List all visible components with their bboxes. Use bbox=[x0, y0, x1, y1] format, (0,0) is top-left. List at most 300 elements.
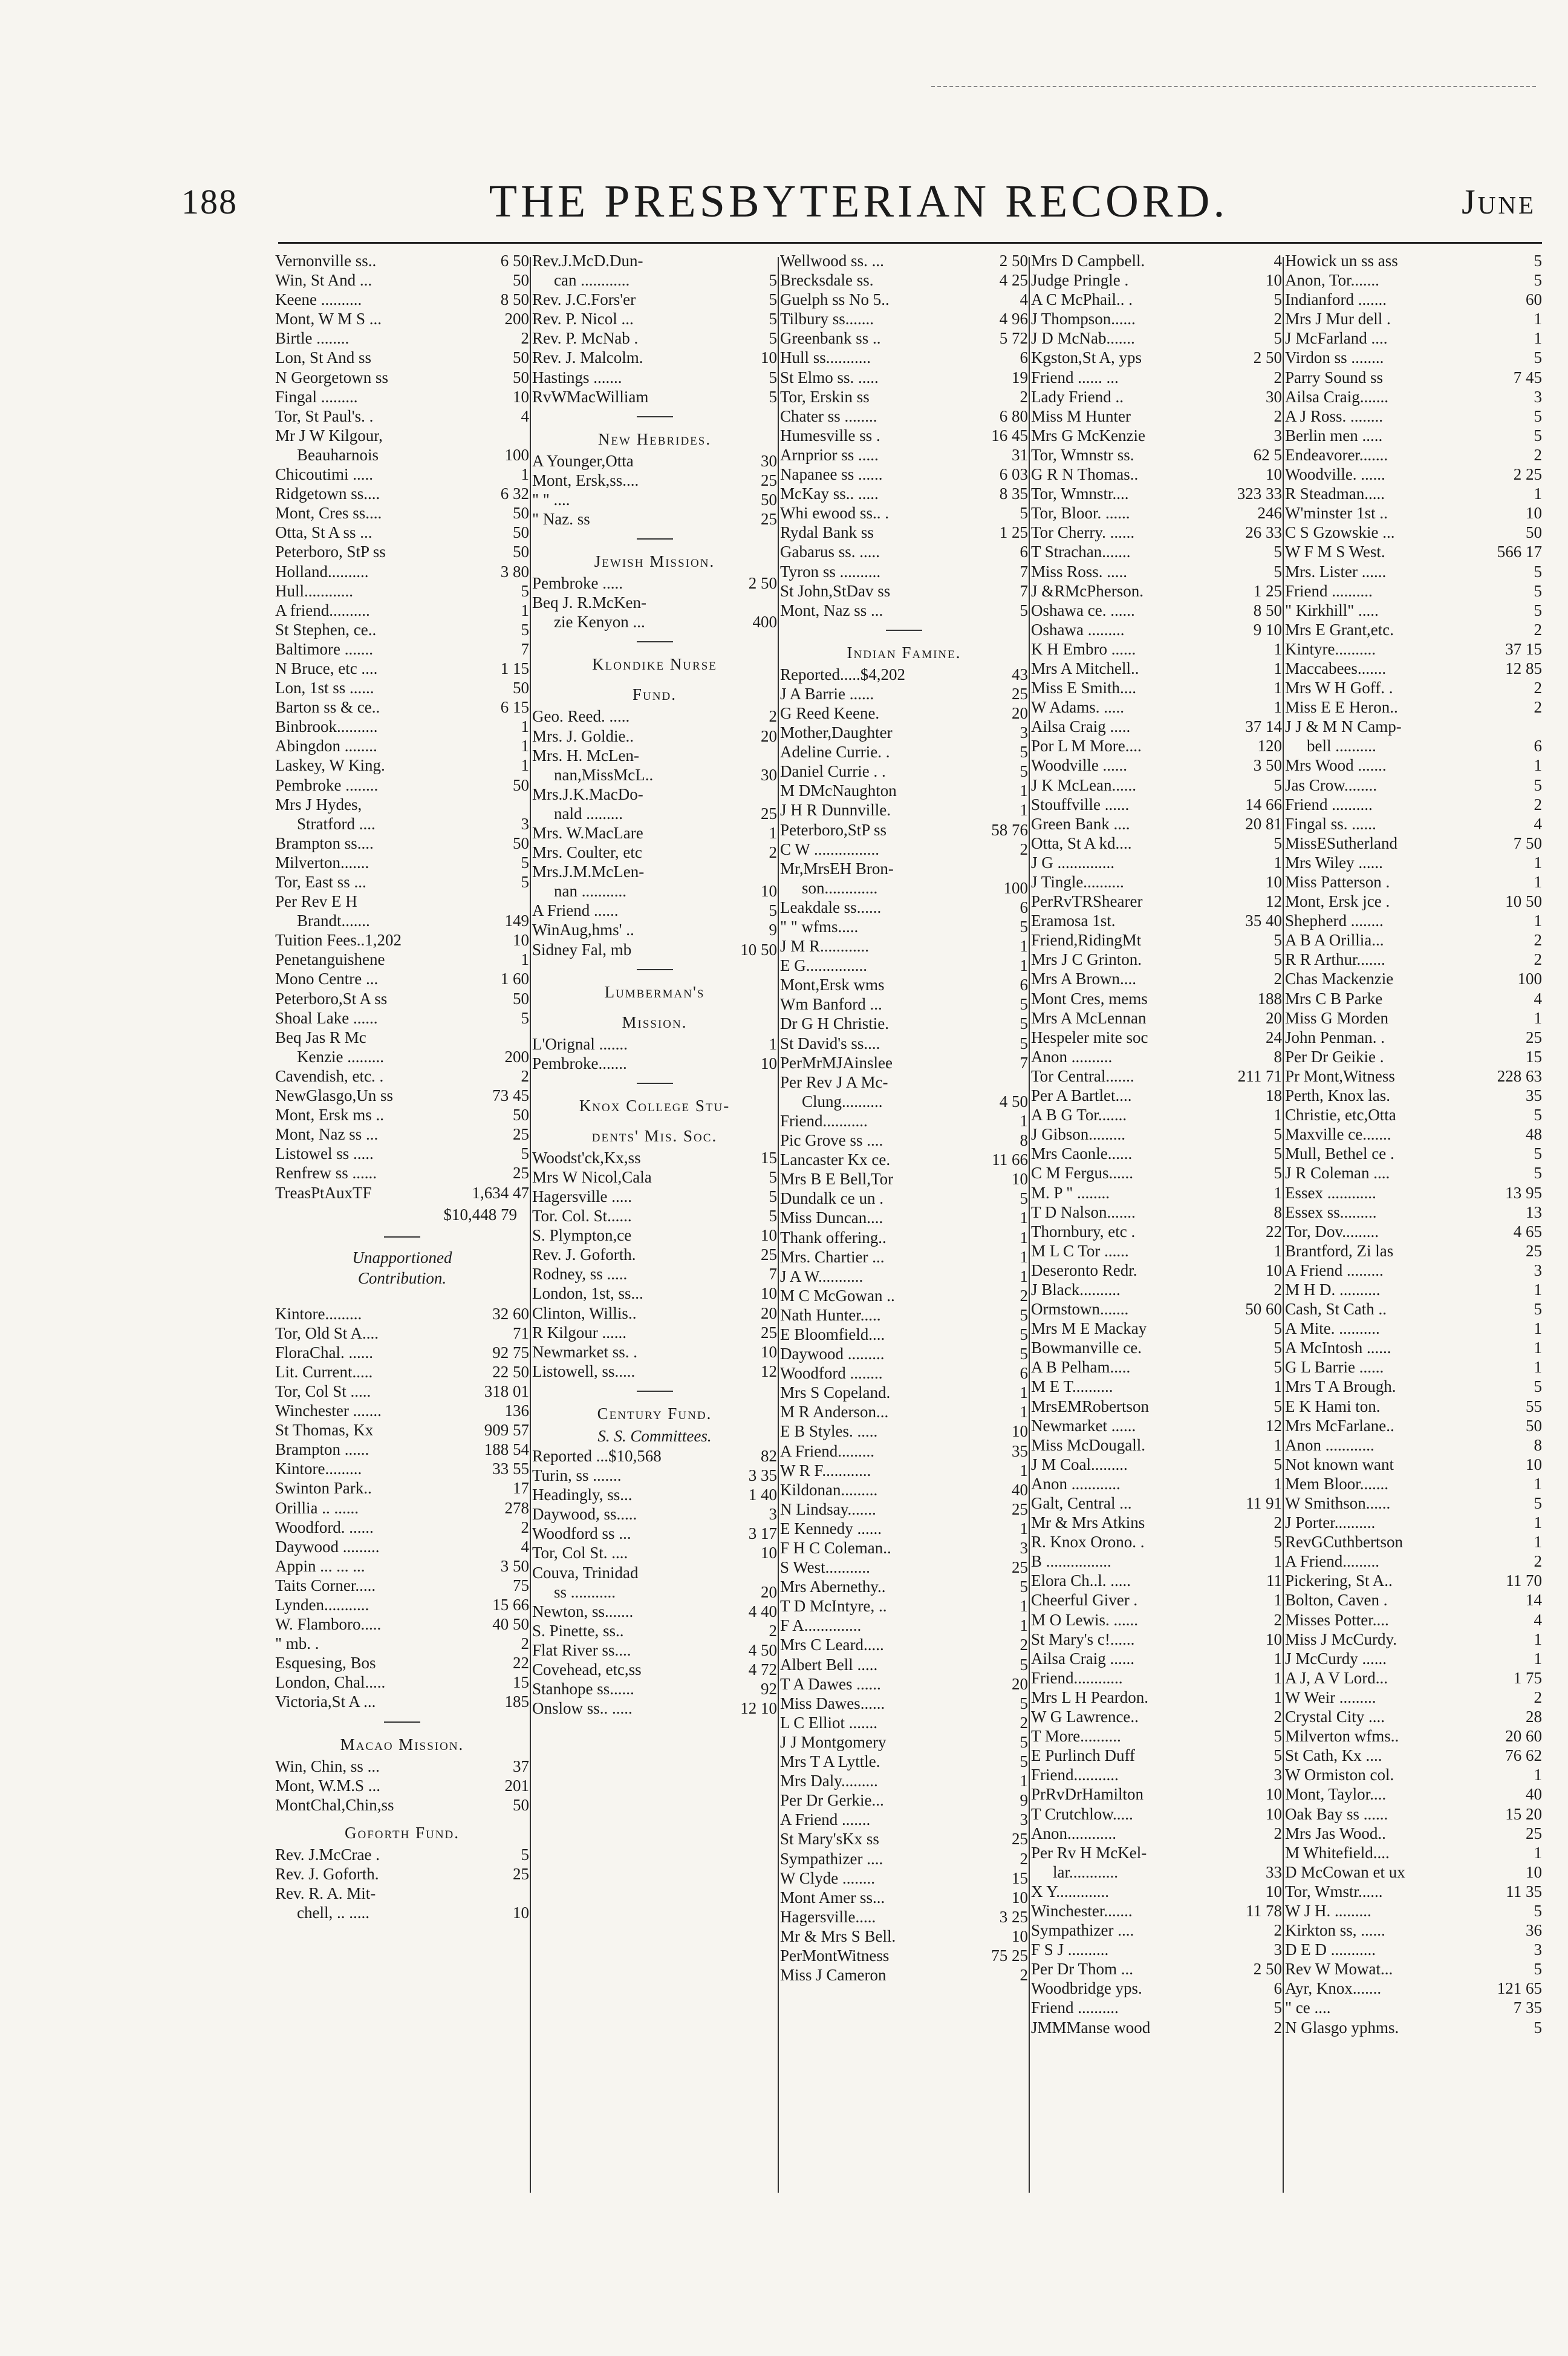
list-item bbox=[780, 1228, 1028, 1247]
contributor-name: Tor, East ss ... bbox=[275, 873, 366, 891]
contributor-name: Napanee ss ...... bbox=[780, 465, 883, 484]
contributor-name: " " wfms..... bbox=[780, 918, 859, 936]
list-item bbox=[1285, 1901, 1542, 1920]
contributor-name: Mrs Jas Wood.. bbox=[1285, 1824, 1386, 1842]
contributor-name: Judge Pringle . bbox=[1031, 271, 1129, 290]
list-item bbox=[1031, 1688, 1282, 1707]
list-item bbox=[275, 368, 529, 387]
contribution-amount: 82 bbox=[761, 1446, 777, 1465]
contribution-amount: 55 bbox=[1526, 1397, 1542, 1415]
contributor-name: J McFarland .... bbox=[1285, 329, 1388, 348]
contribution-amount: 10 bbox=[1012, 1888, 1028, 1907]
contributor-name: Turin, ss ....... bbox=[532, 1466, 622, 1485]
contribution-amount: 10 bbox=[761, 1284, 777, 1303]
contributor-name: J M Coal......... bbox=[1031, 1455, 1128, 1473]
contribution-amount bbox=[527, 1884, 529, 1903]
contribution-amount: 5 bbox=[1534, 1164, 1542, 1183]
list-item bbox=[780, 917, 1028, 936]
list-item bbox=[275, 1478, 529, 1498]
section-heading-indian-famine: Indian Famine. bbox=[847, 643, 961, 662]
list-item bbox=[1285, 1455, 1542, 1474]
contribution-amount: 2 bbox=[521, 1634, 529, 1653]
contributor-name: Woodford ss ... bbox=[532, 1524, 631, 1543]
list-item bbox=[275, 1634, 529, 1653]
contribution-amount: 1 bbox=[1534, 485, 1542, 503]
contribution-amount: 1 bbox=[1274, 659, 1282, 677]
contribution-amount: 3 bbox=[521, 814, 529, 833]
contributor-name: Milverton wfms.. bbox=[1285, 1727, 1399, 1746]
column-4 bbox=[1031, 251, 1282, 2199]
list-item bbox=[1031, 1901, 1282, 1920]
contribution-amount: 60 bbox=[1526, 290, 1542, 309]
contribution-amount: 7 bbox=[1020, 562, 1028, 581]
list-item bbox=[532, 1446, 777, 1466]
list-item bbox=[275, 601, 529, 620]
contribution-amount: 5 bbox=[1020, 1014, 1028, 1033]
contributor-name: Rev. J. Goforth. bbox=[275, 1864, 379, 1883]
contributor-name: Mont Amer ss... bbox=[780, 1888, 885, 1907]
contributor-name: Woodbridge yps. bbox=[1031, 1979, 1142, 1998]
contribution-amount: 1,634 47 bbox=[472, 1183, 529, 1202]
list-item bbox=[1031, 1261, 1282, 1280]
contributor-name: Tor, Col St ..... bbox=[275, 1382, 371, 1400]
contributor-name: W Smithson...... bbox=[1285, 1494, 1391, 1512]
contributor-name: Miss Dawes...... bbox=[780, 1694, 885, 1712]
contribution-amount: 6 bbox=[1020, 543, 1028, 561]
contributor-name: Mrs Wood ....... bbox=[1285, 756, 1387, 775]
list-item bbox=[1031, 1435, 1282, 1455]
list-item bbox=[1031, 736, 1282, 755]
contributor-name: St Elmo ss. ..... bbox=[780, 368, 879, 387]
contributor-name: Oak Bay ss ...... bbox=[1285, 1804, 1388, 1823]
contribution-amount: 71 bbox=[513, 1323, 529, 1342]
contribution-amount: 5 bbox=[1534, 581, 1542, 600]
contributor-name: Miss E Smith.... bbox=[1031, 679, 1137, 697]
list-item bbox=[532, 1485, 777, 1504]
list-item bbox=[532, 573, 777, 593]
contributor-name: G Reed Keene. bbox=[780, 703, 880, 722]
list-item bbox=[780, 1538, 1028, 1558]
contribution-amount: 5 bbox=[1534, 1377, 1542, 1396]
contribution-amount: 19 bbox=[1012, 368, 1028, 387]
contributor-name: J D McNab....... bbox=[1031, 329, 1135, 348]
contribution-amount: 10 bbox=[1266, 873, 1282, 891]
contributor-name: Clung.......... bbox=[802, 1092, 883, 1111]
contribution-amount: 4 bbox=[1534, 989, 1542, 1008]
contribution-amount: 7 45 bbox=[1513, 368, 1542, 387]
contributor-name: Mono Centre ... bbox=[275, 970, 379, 988]
contribution-amount: 5 bbox=[1020, 601, 1028, 619]
list-item bbox=[275, 1008, 529, 1028]
list-item bbox=[1285, 251, 1542, 270]
list-item bbox=[780, 684, 1028, 703]
list-item bbox=[1285, 1202, 1542, 1222]
contribution-amount: 1 bbox=[521, 737, 529, 755]
contribution-amount: 2 bbox=[521, 1066, 529, 1085]
list-item bbox=[780, 562, 1028, 581]
contributor-name: Miss G Morden bbox=[1285, 1008, 1389, 1027]
contributor-name: Howick un ss ass bbox=[1285, 252, 1398, 270]
list-item bbox=[780, 1131, 1028, 1150]
contribution-amount bbox=[775, 862, 777, 881]
contributor-name: R Steadman..... bbox=[1285, 485, 1385, 503]
contributor-name: Berlin men ..... bbox=[1285, 426, 1383, 445]
list-item bbox=[1285, 1163, 1542, 1183]
contribution-amount: 1 bbox=[1534, 756, 1542, 775]
list-item bbox=[532, 593, 777, 612]
section-heading-unapportioned: Unapportioned bbox=[352, 1248, 452, 1267]
contribution-list bbox=[532, 706, 777, 959]
contributor-name: R. Knox Orono. . bbox=[1031, 1533, 1145, 1552]
list-item bbox=[1031, 1377, 1282, 1396]
contributor-name: Chas Mackenzie bbox=[1285, 970, 1394, 988]
list-item bbox=[275, 503, 529, 523]
contribution-amount: 9 bbox=[1020, 1791, 1028, 1810]
contribution-amount: 75 bbox=[513, 1576, 529, 1594]
list-item bbox=[1285, 1105, 1542, 1124]
contribution-amount: 4 50 bbox=[748, 1640, 777, 1659]
contributor-name: Ayr, Knox....... bbox=[1285, 1979, 1382, 1998]
contribution-amount: 5 bbox=[1534, 562, 1542, 581]
list-item bbox=[780, 878, 1028, 898]
contributor-name: Deseronto Redr. bbox=[1031, 1261, 1137, 1279]
contributor-name: Albert Bell ..... bbox=[780, 1655, 878, 1674]
contributor-name: M O Lewis. ...... bbox=[1031, 1610, 1138, 1629]
section-subheading: Fund. bbox=[633, 685, 677, 704]
contributor-name: Dr G H Christie. bbox=[780, 1014, 889, 1033]
contributor-name: Rev. P. McNab . bbox=[532, 329, 639, 348]
contribution-amount: 35 bbox=[1526, 1086, 1542, 1105]
contribution-amount: 2 bbox=[1020, 1636, 1028, 1654]
contributor-name: N Bruce, etc .... bbox=[275, 659, 378, 677]
contribution-amount: 50 bbox=[513, 989, 529, 1008]
list-item bbox=[1031, 1163, 1282, 1183]
contributor-name: Thornbury, etc . bbox=[1031, 1222, 1136, 1241]
contributor-name: St Cath, Kx .... bbox=[1285, 1746, 1382, 1765]
contribution-amount bbox=[1026, 1072, 1028, 1092]
list-item bbox=[275, 853, 529, 872]
contributor-name: Mull, Bethel ce . bbox=[1285, 1144, 1394, 1163]
contribution-amount: 5 bbox=[1534, 1960, 1542, 1979]
contribution-amount: 3 bbox=[1534, 387, 1542, 406]
contributor-name: Chicoutimi ..... bbox=[275, 465, 373, 484]
section-heading-goforth: Goforth Fund. bbox=[344, 1823, 460, 1842]
contributor-name: Mont, Cres ss.... bbox=[275, 504, 382, 523]
contributor-name: Chater ss ........ bbox=[780, 406, 877, 425]
contributor-name: J G .............. bbox=[1031, 853, 1115, 872]
list-item bbox=[1031, 1765, 1282, 1784]
contributor-name: Newton, ss....... bbox=[532, 1602, 634, 1620]
section-total: $10,448 79 bbox=[443, 1205, 517, 1224]
contribution-amount: 2 bbox=[1534, 1688, 1542, 1706]
list-item bbox=[532, 1054, 777, 1073]
list-item bbox=[532, 251, 777, 270]
contribution-amount: 2 bbox=[1534, 950, 1542, 969]
list-item bbox=[1031, 1028, 1282, 1047]
contributor-name: Daniel Currie . . bbox=[780, 762, 886, 781]
column-3 bbox=[780, 251, 1028, 2199]
list-item bbox=[532, 1245, 777, 1264]
contributor-name: Reported ...$10,568 bbox=[532, 1446, 662, 1465]
list-item bbox=[1285, 1726, 1542, 1746]
list-item bbox=[1031, 368, 1282, 387]
contribution-amount: 1 bbox=[1534, 873, 1542, 891]
list-item bbox=[1285, 1630, 1542, 1649]
contributor-name: bell .......... bbox=[1307, 737, 1376, 755]
list-item bbox=[780, 1461, 1028, 1480]
contributor-name: Listowell, ss..... bbox=[532, 1362, 636, 1380]
contributor-name: Mrs. H. McLen- bbox=[532, 746, 639, 765]
contributor-name: A Mite. .......... bbox=[1285, 1319, 1380, 1338]
list-item bbox=[1031, 387, 1282, 406]
contributor-name: Rev W Mowat... bbox=[1285, 1960, 1393, 1979]
contribution-amount: 15 66 bbox=[492, 1596, 529, 1614]
contribution-amount: 200 bbox=[504, 310, 529, 328]
list-item bbox=[1285, 1397, 1542, 1416]
contributor-name: J A W........... bbox=[780, 1267, 864, 1285]
contributor-name: TreasPtAuxTF bbox=[275, 1183, 372, 1202]
contribution-amount: 1 bbox=[1020, 1228, 1028, 1247]
contribution-amount: 1 bbox=[1534, 1339, 1542, 1357]
contribution-amount: 1 bbox=[1274, 1106, 1282, 1124]
contributor-name: Keene .......... bbox=[275, 290, 362, 309]
contributor-name: Mont, Ersk ms .. bbox=[275, 1106, 385, 1124]
contribution-amount: 1 bbox=[1534, 329, 1542, 348]
header-rule bbox=[278, 242, 1542, 244]
contributor-name: Woodville. ...... bbox=[1285, 465, 1385, 484]
contributor-name: St Mary'sKx ss bbox=[780, 1830, 879, 1849]
contribution-amount: 10 bbox=[1266, 1804, 1282, 1823]
list-item bbox=[1285, 853, 1542, 872]
contributor-name: FloraChal. ...... bbox=[275, 1343, 373, 1362]
contribution-amount: 11 66 bbox=[992, 1150, 1028, 1169]
contribution-amount: 40 bbox=[1526, 1785, 1542, 1804]
contributor-name: Miss McDougall. bbox=[1031, 1435, 1145, 1454]
section-heading-new-hebrides: New Hebrides. bbox=[597, 429, 712, 448]
contributor-name: Penetanguishene bbox=[275, 950, 385, 969]
list-item bbox=[275, 270, 529, 290]
list-item bbox=[275, 1382, 529, 1401]
contribution-amount: 3 bbox=[1274, 1766, 1282, 1784]
contributor-name: Tor, Wmnstr.... bbox=[1031, 485, 1129, 503]
list-item bbox=[1285, 950, 1542, 969]
list-item bbox=[1285, 1066, 1542, 1086]
contribution-amount: 9 10 bbox=[1253, 620, 1282, 639]
list-item bbox=[780, 1480, 1028, 1499]
list-item bbox=[275, 1323, 529, 1343]
contribution-list bbox=[532, 1446, 777, 1718]
list-item bbox=[1031, 290, 1282, 309]
contributor-name: Anon............ bbox=[1031, 1824, 1116, 1842]
contributor-name: Mrs D Campbell. bbox=[1031, 252, 1145, 270]
list-item bbox=[532, 1034, 777, 1054]
contribution-amount: 246 bbox=[1257, 504, 1282, 523]
contribution-amount: 10 bbox=[1012, 1927, 1028, 1945]
contributor-name: J J & M N Camp- bbox=[1285, 717, 1402, 736]
contribution-list bbox=[532, 1148, 777, 1381]
list-item bbox=[532, 1698, 777, 1718]
contributor-name: N Glasgo yphms. bbox=[1285, 2018, 1399, 2037]
contributor-name: Per A Bartlet.... bbox=[1031, 1086, 1132, 1105]
list-item bbox=[780, 406, 1028, 426]
contributor-name: J &RMcPherson. bbox=[1031, 581, 1144, 600]
contribution-amount: 5 bbox=[521, 1008, 529, 1027]
contributor-name: J M R............ bbox=[780, 937, 870, 956]
list-item bbox=[780, 898, 1028, 917]
list-item bbox=[1031, 1571, 1282, 1590]
list-item bbox=[1285, 309, 1542, 328]
contribution-amount: 25 bbox=[1012, 684, 1028, 703]
list-item bbox=[780, 820, 1028, 840]
list-item bbox=[275, 251, 529, 270]
contributor-name: Mont, W.M.S ... bbox=[275, 1776, 381, 1795]
list-item bbox=[275, 542, 529, 561]
contributor-name: Newmarket ...... bbox=[1031, 1416, 1136, 1435]
list-item bbox=[1285, 1765, 1542, 1784]
contributor-name: Mrs T A Lyttle. bbox=[780, 1752, 880, 1771]
contributor-name: Per Rev E H bbox=[275, 892, 357, 911]
contribution-amount: 1 bbox=[1274, 1241, 1282, 1260]
contributor-name: W Adams. ..... bbox=[1031, 698, 1124, 717]
list-item bbox=[275, 290, 529, 309]
contribution-amount: 48 bbox=[1526, 1125, 1542, 1144]
list-item bbox=[275, 1459, 529, 1478]
contribution-amount: 1 bbox=[1020, 1383, 1028, 1402]
contributor-name: Wellwood ss. ... bbox=[780, 252, 884, 270]
contributor-name: Fingal ss. ...... bbox=[1285, 814, 1376, 833]
list-item bbox=[1285, 1493, 1542, 1513]
list-item bbox=[780, 251, 1028, 270]
contribution-amount bbox=[527, 892, 529, 911]
contributor-name: Pembroke ........ bbox=[275, 775, 379, 794]
list-item bbox=[1285, 581, 1542, 601]
contribution-list bbox=[275, 1304, 529, 1712]
contribution-amount: 3 80 bbox=[500, 562, 529, 581]
contribution-amount: 1 bbox=[1020, 1267, 1028, 1285]
contribution-amount: 278 bbox=[504, 1498, 529, 1517]
list-item bbox=[1285, 1998, 1542, 2017]
contribution-amount: 33 55 bbox=[492, 1460, 529, 1478]
contribution-amount: 5 bbox=[1274, 1144, 1282, 1163]
contributor-name: M Whitefield.... bbox=[1285, 1843, 1390, 1862]
contributor-name: McKay ss.. ..... bbox=[780, 485, 879, 503]
contribution-amount: 28 bbox=[1526, 1708, 1542, 1726]
contributor-name: Tor, Col St. .... bbox=[532, 1544, 628, 1562]
contribution-amount: 100 bbox=[1003, 878, 1028, 897]
list-item bbox=[275, 562, 529, 581]
contribution-amount: 73 45 bbox=[492, 1086, 529, 1105]
list-item bbox=[1285, 1979, 1542, 1998]
contribution-amount: 33 bbox=[1266, 1862, 1282, 1881]
contributor-name: M R Anderson... bbox=[780, 1403, 889, 1421]
list-item bbox=[1031, 1047, 1282, 1066]
contribution-amount: 15 bbox=[761, 1148, 777, 1167]
list-item bbox=[1285, 2018, 1542, 2037]
section-separator bbox=[637, 1083, 673, 1084]
contributor-name: Lancaster Kx ce. bbox=[780, 1150, 891, 1169]
list-item bbox=[1031, 1590, 1282, 1610]
contribution-amount: 1 bbox=[1274, 1591, 1282, 1610]
contributor-name: Maccabees....... bbox=[1285, 659, 1387, 677]
contribution-amount: 11 70 bbox=[1506, 1571, 1542, 1590]
list-item bbox=[275, 406, 529, 426]
list-item bbox=[1031, 1843, 1282, 1862]
contribution-amount: 12 85 bbox=[1505, 659, 1542, 677]
contributor-name: Rodney, ss ..... bbox=[532, 1265, 628, 1284]
list-item bbox=[1285, 562, 1542, 581]
contribution-amount: 5 bbox=[1274, 950, 1282, 969]
list-item bbox=[532, 1167, 777, 1187]
list-item bbox=[275, 445, 529, 465]
list-item bbox=[1031, 1746, 1282, 1765]
list-item bbox=[780, 1732, 1028, 1752]
contribution-amount: 2 50 bbox=[1253, 348, 1282, 367]
list-item bbox=[1285, 1435, 1542, 1455]
contributor-name: Clinton, Willis.. bbox=[532, 1304, 637, 1322]
contributor-name: WinAug,hms' .. bbox=[532, 921, 634, 939]
contribution-amount: 5 bbox=[1020, 1655, 1028, 1674]
contributor-name: Abingdon ........ bbox=[275, 737, 377, 755]
contribution-amount: 76 62 bbox=[1505, 1746, 1542, 1765]
list-item bbox=[780, 936, 1028, 956]
list-item bbox=[1031, 270, 1282, 290]
list-item bbox=[1031, 1357, 1282, 1377]
list-item bbox=[780, 1907, 1028, 1927]
contribution-amount: 9 bbox=[769, 921, 777, 939]
list-item bbox=[1285, 1688, 1542, 1707]
contribution-amount: 8 bbox=[1274, 1047, 1282, 1066]
contribution-amount: 201 bbox=[504, 1776, 529, 1795]
list-item bbox=[275, 639, 529, 659]
contribution-amount: 6 15 bbox=[500, 698, 529, 717]
contributor-name: Anon ............ bbox=[1031, 1474, 1121, 1493]
list-item bbox=[532, 1543, 777, 1562]
contribution-amount: 2 bbox=[1274, 406, 1282, 425]
list-item bbox=[275, 1692, 529, 1711]
page-header bbox=[181, 175, 1536, 242]
contributor-name: N Lindsay....... bbox=[780, 1499, 876, 1518]
contribution-amount: 100 bbox=[1517, 970, 1542, 988]
contributor-name: M H D. .......... bbox=[1285, 1280, 1381, 1299]
list-item bbox=[1285, 270, 1542, 290]
list-item bbox=[780, 328, 1028, 348]
list-item bbox=[1285, 348, 1542, 367]
contributor-name: London, 1st, ss... bbox=[532, 1284, 643, 1303]
list-item bbox=[1031, 1241, 1282, 1261]
contributor-name: Oshawa ce. ...... bbox=[1031, 601, 1135, 619]
list-item bbox=[1285, 795, 1542, 814]
contribution-amount: 5 bbox=[769, 329, 777, 348]
contributor-name: T Strachan....... bbox=[1031, 543, 1131, 561]
list-item bbox=[1285, 601, 1542, 620]
contribution-amount: 1 bbox=[1274, 1183, 1282, 1202]
list-item bbox=[780, 1655, 1028, 1674]
list-item bbox=[1031, 1649, 1282, 1668]
contribution-amount: 2 bbox=[1274, 1708, 1282, 1726]
contribution-amount: 10 bbox=[761, 348, 777, 367]
list-item bbox=[275, 755, 529, 775]
contributor-name: G L Barrie ...... bbox=[1285, 1358, 1384, 1377]
contribution-amount: 5 bbox=[1020, 504, 1028, 523]
contribution-amount: 2 bbox=[769, 1621, 777, 1640]
contributor-name: Tor, Wmnstr ss. bbox=[1031, 445, 1134, 464]
list-item bbox=[780, 270, 1028, 290]
contribution-amount: 50 60 bbox=[1245, 1300, 1282, 1319]
list-item bbox=[275, 1304, 529, 1323]
contribution-amount: 2 bbox=[1274, 310, 1282, 328]
list-item bbox=[1285, 834, 1542, 853]
contributor-name: " Naz. ss bbox=[532, 510, 590, 529]
